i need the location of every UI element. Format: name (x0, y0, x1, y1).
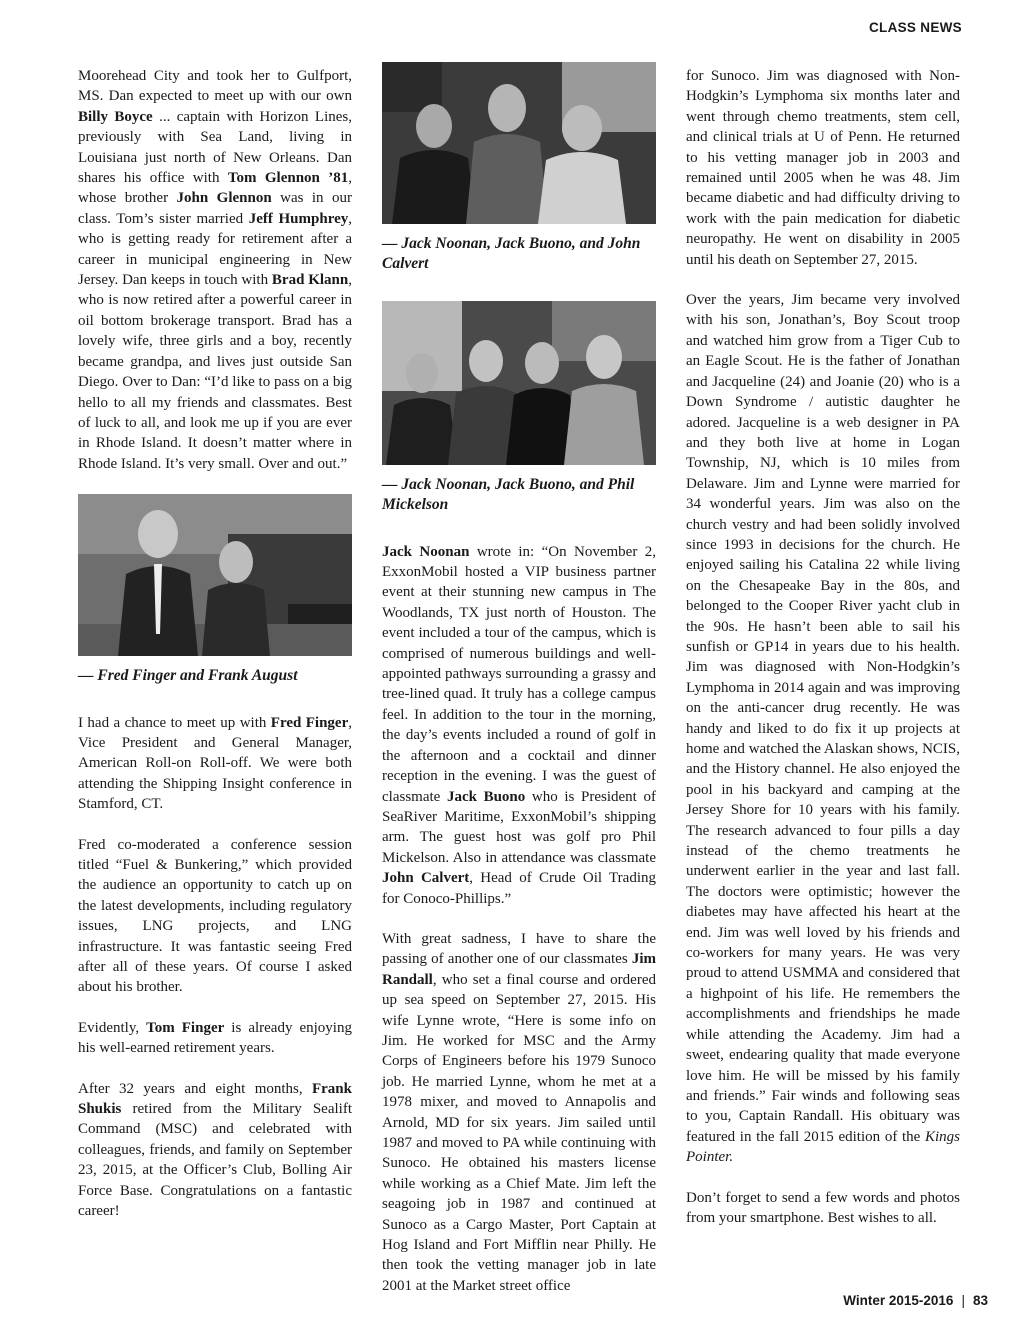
dan-update-paragraph: Moorehead City and took her to Gulfport, MS. Dan expected to meet up with our own Billy Boyce ... captain with Horizon Lines, previously with Sea Land, living in Louisiana just north of New Orleans. Dan shares his office with Tom Glennon ’81, whose brother John Glennon was in our class. Tom’s sister married Jeff Humphrey, who is getting ready for retirement after a career in municipal engineering in New Jersey. Dan keeps in touch with Brad Klann, who is now retired after a powerful career in oil bottom brokerage transport. Brad has a lovely wife, three girls and a boy, recently became grandpa, and lives just outside San Diego. Over to Dan: “I’d like to pass on a big hello to all my friends and classmates. Best of luck to all, and look me up if you are ever in Rhode Island. It doesn’t matter where in Rhode Island. It’s very small. Over and out.” (78, 68, 352, 472)
fred-finger-paragraph: I had a chance to meet up with Fred Finger, Vice President and General Manager, American Roll-on Roll-off. We were both attending the Shipping Insight conference in Stamford, CT. (78, 714, 352, 813)
section-header: CLASS NEWS (868, 20, 962, 35)
name-john-calvert: John Calvert (382, 870, 470, 887)
name-jim-randall: Jim Randall (382, 951, 656, 988)
column-1 (78, 66, 352, 1241)
jim-randall-paragraph: With great sadness, I have to share the passing of another one of our classmates Jim Randall, who set a final course and ordered up sea speed on September 27, 2015. His wife Lynne wrote, “Here is some info on Jim. He worked for MSC and the Army Corps of Engineers before his 1979 Sunoco job. He married Lynne, whom he met at a 1978 mixer, and moved to Annapolis and Arnold, MD for six years. Jim sailed until 1987 and moved to PA while continuing with Sunoco. He obtained his masters license while working as a Chief Mate. Jim left the seagoing job in 1987 and continued at Sunoco as a Cargo Master, Port Captain at Hog Island and Fort Mifflin near Philly. He then took the vetting manager job in late 2001 at the Market street office (382, 930, 656, 1294)
footer-separator: | (961, 1293, 965, 1308)
photo-caption: — Jack Noonan, Jack Buono, and Phil Mickelson (382, 475, 635, 514)
frank-shukis-paragraph: After 32 years and eight months, Frank Shukis retired from the Military Sealift Command (MSC) and celebrated with colleagues, friends, and family on September 23, 2015, at the Officer’s Club, Bolling Air Force Base. Congratulations on a fantastic career! (78, 1080, 352, 1220)
closing-paragraph: Don’t forget to send a few words and photos from your smartphone. Best wishes to all. (686, 1189, 960, 1226)
column-2 (382, 62, 656, 1316)
photo-graphic (78, 494, 352, 656)
name-brad-klann: Brad Klann (271, 272, 349, 289)
name-billy-boyce: Billy Boyce (78, 108, 153, 125)
photo-caption: — Fred Finger and Frank August (78, 667, 298, 685)
photo-graphic (382, 62, 656, 224)
tom-finger-paragraph: Evidently, Tom Finger is already enjoying his well-earned retirement years. (78, 1019, 352, 1057)
name-john-glennon: John Glennon (176, 190, 272, 207)
name-jeff-humphrey: Jeff Humphrey (248, 210, 349, 227)
photo-noonan-buono-calvert (382, 62, 656, 224)
photo-noonan-buono-mickelson (382, 301, 656, 465)
jim-randall-family-paragraph: Over the years, Jim became very involved with his son, Jonathan’s, Boy Scout troop and watched him grow from a Tiger Cub to an Eagle Scout. He is the father of Jonathan and Jacqueline (24) and Joanie (20) who is a Down Syndrome / autistic daughter he adored. Jacqueline is a web designer in PA and they both live at home in Logan Township, NJ, which is 10 miles from Delaware. Jim and Lynne were married for 34 wonderful years. Jim was also on the church vestry and had been solidly involved since 1993 in decisions for the church. He enjoyed sailing his Catalina 22 while living on the Chesapeake Bay in the 80s, and belonged to the Cooper River yacht club in the 90s. He hasn’t been able to sail his sunfish or GP14 in years due to his health. Jim was diagnosed with Non-Hodgkin’s Lymphoma in 2014 again and was improving on the anti-cancer drug recently. He was handy and liked to do fix it up projects at home and watched the Alaskan shows, NCIS, and the History channel. He also enjoyed the pool in his backyard and camping at the Jersey Shore for 10 years with his family. The research advanced to four pills a day instead of the chemo treatments he underwent earlier in the year and last fall. The doctors were optimistic; however the diabetes may have affected his heart at the end. Jim was well loved by his friends and co-workers for many years. He was very proud to attend USMMA and considered that a highpoint of his life. He remembers the accomplishments and friendships he made while attending the Academy. Jim had a sweet, endearing quality that made everyone love him. He will be missed by his family and friends.” Fair winds and following seas to you, Captain Randall. His obituary was featured in the fall 2015 edition of the Kings Pointer. (686, 292, 960, 1166)
name-frank-shukis: Frank Shukis (78, 1080, 352, 1118)
photo-fred-finger-frank-august (78, 494, 352, 656)
page-footer (843, 1293, 988, 1308)
issue-label: Winter 2015-2016 (843, 1293, 954, 1308)
page-number: 83 (972, 1293, 988, 1308)
jack-noonan-paragraph: Jack Noonan wrote in: “On November 2, ExxonMobil hosted a VIP business partner event at their stunning new campus in The Woodlands, TX just north of Houston. The event included a tour of the campus, which is comprised of numerous buildings and well-appointed pathways surrounding a grassy and tree-lined quad. It truly has a college campus feel. In addition to the tour in the morning, the day’s events included a round of golf in the afternoon and a cocktail and dinner reception in the evening. I was the guest of classmate Jack Buono who is President of SeaRiver Maritime, ExxonMobil’s shipping arm. The guest host was golf pro Phil Mickelson. Also in attendance was classmate John Calvert, Head of Crude Oil Trading for Conoco-Phillips.” (382, 543, 656, 907)
name-tom-finger: Tom Finger (146, 1019, 225, 1036)
publication-title: Kings Pointer. (686, 1128, 960, 1166)
name-fred-finger: Fred Finger (270, 714, 349, 731)
column-3 (686, 66, 960, 1248)
photo-graphic (382, 301, 656, 465)
conference-paragraph: Fred co-moderated a conference session titled “Fuel & Bunkering,” which provided the audience an opportunity to catch up on the latest developments, including regulatory issues, LNG projects, and LNG infrastructure. It was fantastic seeing Fred after all of these years. Of course I asked about his brother. (78, 836, 352, 996)
name-jack-noonan: Jack Noonan (382, 543, 470, 560)
jim-randall-continued-paragraph: for Sunoco. Jim was diagnosed with Non-Hodgkin’s Lymphoma six months later and went through chemo treatments, stem cell, and clinical trials at U of Penn. He returned to his vetting manager job in 2003 and remained until 2005 when he was 48. Jim became diabetic and had difficulty driving to work with the pain medication for diabetic neuropathy. He went on disability in 2005 until his death on September 27, 2015. (686, 68, 960, 268)
photo-caption: — Jack Noonan, Jack Buono, and John Calvert (382, 235, 641, 273)
name-tom-glennon: Tom Glennon ’81 (227, 170, 349, 187)
name-jack-buono: Jack Buono (446, 788, 526, 805)
